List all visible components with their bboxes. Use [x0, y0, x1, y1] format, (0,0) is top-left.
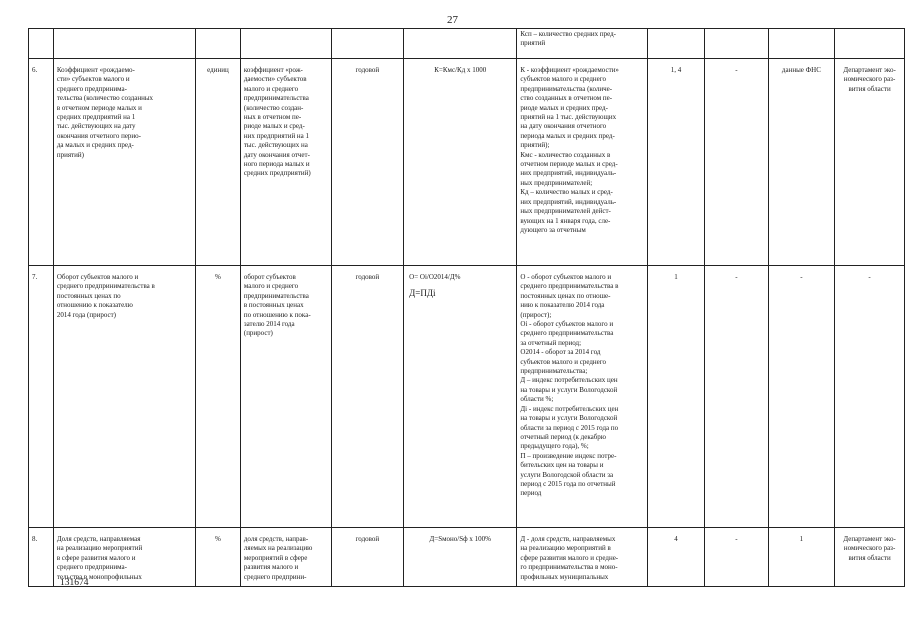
source-cell: данные ФНС — [768, 59, 835, 266]
definition-cell: коэффициент «рож- даемости» субъектов малого и среднего предпринимательства (количество создан- ных в отчетном пе- риоде малых и сред- них предприятий на 1 тыс. действующих на дату окончания отчет- ного периода малых и средних предприятий) — [240, 59, 331, 266]
method-cell: 1 — [647, 266, 704, 528]
column-9-cell: - — [705, 266, 768, 528]
table-row — [29, 266, 905, 528]
row-number: 8. — [29, 528, 54, 587]
indicator-name: Коэффициент «рождаемо- сти» субъектов малого и среднего предпринима- тельства (количество созданных в отчетном периоде малых и средних предприятий на 1 тыс. действующих на дату окончания отчетного перио- да малых и средних пред- приятий) — [53, 59, 195, 266]
unit-cell: % — [196, 528, 241, 587]
table-row — [29, 528, 905, 587]
formula-cell — [404, 59, 517, 266]
row-number: 7. — [29, 266, 54, 528]
explanation-cell: К - коэффициент «рождаемости» субъектов малого и среднего предпринимательства (количе- ство созданных в отчетном пе- риоде малых и средних пред- приятий на 1 тыс. действующих на дату окончания отчетного периода малых и средних пред- приятий); Кмс - количество созданных в отчетном периоде малых и сред- них предприятий, индивидуаль- ных предпринимателей; Кд – количество малых и сред- них предприятий, индивидуаль- ных предпринимателей дейст- вующих на 1 января года, сле- дующего за отчетным — [517, 59, 647, 266]
page-number: 27 — [447, 14, 458, 26]
continuation-text: Ксп – количество средних пред- приятий — [517, 29, 647, 59]
source-cell: - — [768, 266, 835, 528]
responsible-cell: Департамент эко- номического раз- вития области — [835, 528, 905, 587]
column-9-cell: - — [705, 59, 768, 266]
table-row — [29, 59, 905, 266]
row-number: 6. — [29, 59, 54, 266]
explanation-cell: О - оборот субъектов малого и среднего предпринимательства в постоянных ценах по отноше- нию к показателю 2014 года (прирост); Оi - оборот субъектов малого и среднего предпринимательства за отчетный период; О2014 - оборот за 2014 год субъектов малого и среднего предпринимательства; Д – индекс потребительских цен на товары и услуги Вологодской области %; Дi - индекс потребительских цен на товары и услуги Вологодской области за период с 2015 года по отчетный период (к декабрю предыдущего года), %; П – произведение индекс потре- бительских цен на товары и услуги Вологодской области за период с 2015 года по отчетный период — [517, 266, 647, 528]
unit-cell: единиц — [196, 59, 241, 266]
continuation-row — [29, 29, 905, 59]
periodicity-cell: годовой — [331, 59, 404, 266]
responsible-cell: Департамент эко- номического раз- вития области — [835, 59, 905, 266]
indicators-table — [28, 28, 905, 587]
source-cell: 1 — [768, 528, 835, 587]
definition-cell: доля средств, направ- ляемых на реализацию мероприятий в сфере развития малого и среднего предприни- — [240, 528, 331, 587]
indicator-name: Оборот субъектов малого и среднего предпринимательства в постоянных ценах по отношению к показателю 2014 года (прирост) — [53, 266, 195, 528]
periodicity-cell: годовой — [331, 266, 404, 528]
formula-text: О= Оi/О2014/Д% — [409, 273, 461, 281]
column-9-cell: - — [705, 528, 768, 587]
formula-extra-text: Д=ПДi — [409, 288, 436, 299]
indicator-name: Доля средств, направляемая на реализацию мероприятий в сфере развития малого и среднего предпринима- тельства в монопрофильных — [53, 528, 195, 587]
formula-text: К=Кмс/Кд х 1000 — [434, 66, 487, 74]
explanation-cell: Д - доля средств, направляемых на реализацию мероприятий в сфере развития малого и средне- го предпринимательства в моно- профильных муниципальных — [517, 528, 647, 587]
method-cell: 1, 4 — [647, 59, 704, 266]
document-id: 131674 — [60, 578, 89, 588]
method-cell: 4 — [647, 528, 704, 587]
responsible-cell: - — [835, 266, 905, 528]
unit-cell: % — [196, 266, 241, 528]
definition-cell: оборот субъектов малого и среднего предпринимательства в постоянных ценах по отношению к пока- зателю 2014 года (прирост) — [240, 266, 331, 528]
formula-cell — [404, 528, 517, 587]
formula-text: Д=Sмоно/Sф х 100% — [429, 535, 492, 543]
formula-cell — [404, 266, 517, 528]
periodicity-cell: годовой — [331, 528, 404, 587]
